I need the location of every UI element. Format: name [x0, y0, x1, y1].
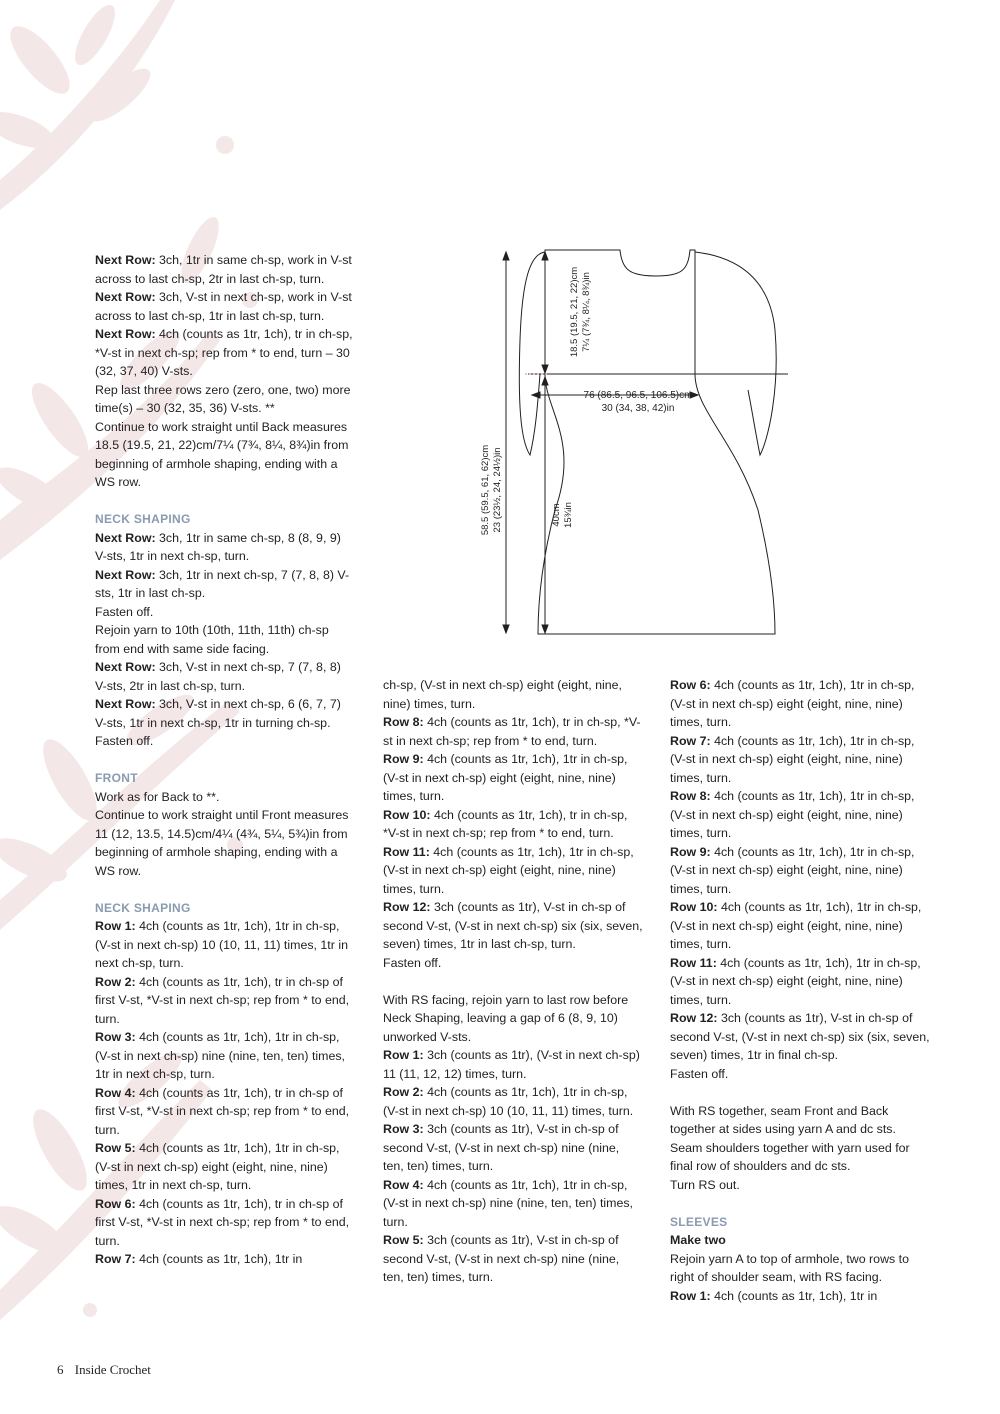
instruction-paragraph	[95, 658, 355, 695]
row-label: Row 1:	[670, 1288, 711, 1303]
row-label: Next Row:	[95, 530, 156, 545]
row-label: Next Row:	[95, 697, 156, 711]
armhole-in-label: 7¼ (7¾, 8¼, 8¾)in	[581, 272, 592, 352]
paragraph-spacer	[95, 492, 355, 511]
text-column-1	[95, 251, 355, 1269]
instruction-paragraph	[670, 1250, 930, 1287]
row-label: Row 10:	[383, 807, 431, 822]
instruction-text: 4ch (counts as 1tr, 1ch), tr in ch-sp of first V-st, *V-st in next ch-sp; rep from * to end, turn.	[95, 1196, 350, 1248]
section-heading: SLEEVES	[670, 1214, 728, 1229]
instruction-text: 3ch (counts as 1tr), V-st in ch-sp of second V-st, (V-st in next ch-sp) six (six, seven, seven) times, 1tr in final ch-sp.	[670, 1011, 930, 1062]
instruction-text: Rejoin yarn A to top of armhole, two rows to right of shoulder seam, with RS facing.	[670, 1251, 909, 1284]
instruction-text: 4ch (counts as 1tr, 1ch), 1tr in ch-sp, (V-st in next ch-sp) eight (eight, nine, nine) times, turn.	[383, 752, 628, 803]
instruction-paragraph	[670, 676, 930, 732]
instruction-paragraph	[670, 954, 930, 1010]
row-label: Row 3:	[95, 1030, 136, 1044]
instruction-paragraph	[95, 1195, 355, 1251]
row-label: Row 12:	[670, 1011, 718, 1025]
instruction-paragraph	[670, 898, 930, 954]
instruction-paragraph	[95, 917, 355, 973]
instruction-paragraph	[670, 787, 930, 843]
instruction-paragraph	[383, 1083, 643, 1120]
chest-in-label: 30 (34, 38, 42)in	[601, 403, 675, 414]
instruction-text: With RS together, seam Front and Back together at sides using yarn A and dc sts. Seam shoulders together with yarn used for final row of shoulders and dc sts.	[670, 1103, 910, 1173]
body-in-label: 15¾in	[563, 502, 574, 528]
instruction-text: 4ch (counts as 1tr, 1ch), tr in ch-sp, *V-st in next ch-sp; rep from * to end, turn.	[383, 807, 628, 840]
row-label: Next Row:	[95, 660, 156, 674]
paragraph-spacer	[670, 1194, 930, 1213]
instruction-text: 4ch (counts as 1tr, 1ch), tr in ch-sp of first V-st, *V-st in next ch-sp; rep from * to end, turn.	[95, 974, 350, 1026]
instruction-text: 4ch (counts as 1tr, 1ch), 1tr in	[135, 1252, 303, 1266]
paragraph-spacer	[670, 1083, 930, 1102]
instruction-text: 4ch (counts as 1tr, 1ch), tr in ch-sp, *V-st in next ch-sp; rep from * to end, turn.	[383, 715, 641, 748]
instruction-paragraph	[95, 418, 355, 492]
row-label: Row 12:	[383, 900, 431, 914]
row-label: Row 4:	[383, 1177, 424, 1192]
instruction-paragraph	[670, 1176, 930, 1195]
instruction-paragraph	[95, 621, 355, 658]
row-label: Row 8:	[670, 789, 711, 803]
row-label: Row 1:	[95, 919, 136, 933]
instruction-text: Turn RS out.	[670, 1177, 740, 1192]
sub-heading: Make two	[670, 1233, 726, 1247]
instruction-text: With RS facing, rejoin yarn to last row before Neck Shaping, leaving a gap of 6 (8, 9, 10) unworked V-sts.	[383, 992, 629, 1044]
instruction-text: 4ch (counts as 1tr, 1ch), 1tr in ch-sp, (V-st in next ch-sp) eight (eight, nine, nine) times, turn.	[670, 678, 915, 729]
instruction-text: Rejoin yarn to 10th (10th, 11th, 11th) ch-sp from end with same side facing.	[95, 623, 329, 656]
instruction-paragraph	[95, 1084, 355, 1140]
row-label: Row 11:	[670, 955, 717, 970]
instruction-text: 4ch (counts as 1tr, 1ch), 1tr in ch-sp, (V-st in next ch-sp) eight (eight, nine, nine) times, turn.	[670, 733, 915, 785]
instruction-text: Work as for Back to **.	[95, 789, 220, 804]
section-heading: NECK SHAPING	[95, 900, 191, 915]
instruction-text: Fasten off.	[95, 734, 154, 748]
instruction-paragraph	[95, 325, 355, 381]
instruction-text: 4ch (counts as 1tr, 1ch), 1tr in	[710, 1288, 878, 1303]
row-label: Row 11:	[383, 844, 430, 859]
instruction-paragraph	[95, 1139, 355, 1195]
row-label: Next Row:	[95, 290, 156, 304]
instruction-paragraph	[383, 843, 643, 899]
row-label: Row 1:	[383, 1048, 424, 1062]
row-label: Row 8:	[383, 715, 424, 729]
total-length-cm-label: 58.5 (59.5, 61, 62)cm	[480, 444, 491, 536]
text-column-2	[383, 676, 643, 1287]
row-label: Row 9:	[670, 844, 711, 859]
instruction-text: 4ch (counts as 1tr, 1ch), 1tr in ch-sp, (V-st in next ch-sp) 10 (10, 11, 11) times, turn.	[383, 1085, 634, 1118]
instruction-paragraph	[670, 1065, 930, 1084]
row-label: Row 6:	[670, 678, 711, 692]
row-label: Row 7:	[670, 733, 711, 748]
instruction-paragraph	[95, 381, 355, 418]
row-label: Row 4:	[95, 1085, 136, 1100]
paragraph-spacer	[95, 880, 355, 899]
body-cm-label: 40cm	[551, 503, 562, 527]
instruction-text: 3ch, 1tr in same ch-sp, 8 (8, 9, 9) V-sts, 1tr in next ch-sp, turn.	[95, 530, 341, 563]
instruction-text: 3ch, 1tr in same ch-sp, work in V-st across to last ch-sp, 2tr in last ch-sp, turn.	[95, 253, 352, 286]
instruction-paragraph	[383, 750, 643, 806]
instruction-paragraph	[383, 898, 643, 954]
row-label: Next Row:	[95, 327, 156, 341]
row-label: Row 10:	[670, 900, 718, 914]
instruction-paragraph	[383, 806, 643, 843]
page-number: 6	[57, 1362, 64, 1377]
instruction-paragraph	[383, 713, 643, 750]
instruction-paragraph	[383, 991, 643, 1047]
instruction-paragraph	[670, 1009, 930, 1065]
instruction-text: 3ch (counts as 1tr), (V-st in next ch-sp) 11 (11, 12, 12) times, turn.	[383, 1048, 640, 1081]
instruction-paragraph	[95, 1028, 355, 1084]
instruction-text: 4ch (counts as 1tr, 1ch), 1tr in ch-sp, (V-st in next ch-sp) eight (eight, nine, nine) times, turn.	[670, 955, 921, 1007]
instruction-text: 3ch, V-st in next ch-sp, 6 (6, 7, 7) V-sts, 1tr in next ch-sp, 1tr in turning ch-sp.	[95, 697, 341, 730]
instruction-paragraph	[383, 676, 643, 713]
instruction-text: 4ch (counts as 1tr, 1ch), 1tr in ch-sp, (V-st in next ch-sp) eight (eight, nine, nine) times, 1tr in next ch-sp, turn.	[95, 1141, 340, 1192]
instruction-text: 3ch (counts as 1tr), V-st in ch-sp of second V-st, (V-st in next ch-sp) nine (nine, ten, ten) times, turn.	[383, 1122, 620, 1173]
row-label: Row 7:	[95, 1252, 136, 1266]
instruction-paragraph	[383, 1120, 643, 1176]
instruction-paragraph	[95, 566, 355, 603]
instruction-paragraph	[95, 732, 355, 751]
right-sleeve-outline	[695, 252, 776, 455]
section-heading: NECK SHAPING	[95, 512, 191, 526]
instruction-text: 4ch (counts as 1tr, 1ch), 1tr in ch-sp, (V-st in next ch-sp) eight (eight, nine, nine) times, turn.	[670, 900, 922, 951]
instruction-text: 4ch (counts as 1tr, 1ch), tr in ch-sp of first V-st, *V-st in next ch-sp; rep from * to end, turn.	[95, 1085, 350, 1137]
instruction-paragraph	[670, 843, 930, 899]
chest-cm-label: 76 (86.5, 96.5, 106.5)cm	[583, 390, 693, 401]
instruction-paragraph	[670, 1287, 930, 1306]
instruction-text: 3ch (counts as 1tr), V-st in ch-sp of second V-st, (V-st in next ch-sp) six (six, seven, seven) times, 1tr in last ch-sp, turn.	[383, 900, 643, 951]
instruction-paragraph	[95, 603, 355, 622]
section-heading: FRONT	[95, 771, 138, 785]
instruction-text: 3ch, 1tr in next ch-sp, 7 (7, 8, 8) V-sts, 1tr in last ch-sp.	[95, 567, 350, 600]
instruction-paragraph	[383, 1231, 643, 1287]
instruction-paragraph	[95, 973, 355, 1029]
row-label: Row 6:	[95, 1196, 136, 1211]
instruction-text: Fasten off.	[383, 955, 442, 970]
instruction-paragraph	[95, 806, 355, 880]
instruction-text: Continue to work straight until Front measures 11 (12, 13.5, 14.5)cm/4¼ (4¾, 5¼, 5¾)in from beginning of armhole shaping, ending with a WS row.	[95, 808, 349, 878]
instruction-text: 4ch (counts as 1tr, 1ch), tr in ch-sp, *V-st in next ch-sp; rep from * to end, turn – 30 (32, 37, 40) V-sts.	[95, 327, 353, 378]
instruction-paragraph	[95, 529, 355, 566]
instruction-paragraph	[383, 1046, 643, 1083]
instruction-paragraph	[95, 288, 355, 325]
row-label: Row 9:	[383, 752, 424, 766]
row-label: Row 5:	[383, 1233, 424, 1247]
instruction-text: Fasten off.	[95, 604, 154, 619]
paragraph-spacer	[383, 972, 643, 991]
instruction-text: Fasten off.	[670, 1066, 729, 1081]
instruction-text: 4ch (counts as 1tr, 1ch), 1tr in ch-sp, (V-st in next ch-sp) nine (nine, ten, ten) times, turn.	[383, 1177, 633, 1229]
instruction-text: 4ch (counts as 1tr, 1ch), 1tr in ch-sp, (V-st in next ch-sp) nine (nine, ten, ten) times, 1tr in next ch-sp, turn.	[95, 1030, 345, 1081]
row-label: Row 2:	[95, 974, 136, 989]
instruction-paragraph	[670, 732, 930, 788]
armhole-cm-label: 18.5 (19.5, 21, 22)cm	[569, 266, 580, 358]
instruction-text: 4ch (counts as 1tr, 1ch), 1tr in ch-sp, (V-st in next ch-sp) eight (eight, nine, nine) times, turn.	[383, 844, 634, 896]
instruction-text: ch-sp, (V-st in next ch-sp) eight (eight, nine, nine) times, turn.	[383, 678, 622, 711]
instruction-paragraph	[95, 695, 355, 732]
garment-schematic	[470, 240, 800, 640]
page-footer	[57, 1362, 151, 1378]
instruction-text: 4ch (counts as 1tr, 1ch), 1tr in ch-sp, (V-st in next ch-sp) eight (eight, nine, nine) times, turn.	[670, 789, 915, 840]
instruction-text: 4ch (counts as 1tr, 1ch), 1tr in ch-sp, (V-st in next ch-sp) 10 (10, 11, 11) times, 1tr in next ch-sp, turn.	[95, 919, 348, 970]
row-label: Next Row:	[95, 567, 156, 582]
instruction-paragraph	[670, 1102, 930, 1176]
instruction-text: 3ch, V-st in next ch-sp, work in V-st across to last ch-sp, 1tr in last ch-sp, turn.	[95, 290, 352, 323]
instruction-text: Rep last three rows zero (zero, one, two) more time(s) – 30 (32, 35, 36) V-sts. **	[95, 382, 351, 415]
publication-title: Inside Crochet	[74, 1362, 151, 1377]
instruction-paragraph	[95, 251, 355, 288]
row-label: Row 5:	[95, 1141, 136, 1155]
row-label: Row 3:	[383, 1122, 424, 1136]
paragraph-spacer	[95, 751, 355, 770]
instruction-paragraph	[383, 1176, 643, 1232]
instruction-text: 3ch, V-st in next ch-sp, 7 (7, 8, 8) V-sts, 2tr in last ch-sp, turn.	[95, 660, 341, 693]
left-sleeve-outline	[519, 252, 545, 455]
instruction-paragraph	[95, 788, 355, 807]
row-label: Next Row:	[95, 253, 156, 267]
instruction-text: Continue to work straight until Back measures 18.5 (19.5, 21, 22)cm/7¼ (7¾, 8¼, 8¾)in from beginning of armhole shaping, ending with a WS row.	[95, 419, 349, 489]
instruction-text: 4ch (counts as 1tr, 1ch), 1tr in ch-sp, (V-st in next ch-sp) eight (eight, nine, nine) times, turn.	[670, 844, 915, 896]
row-label: Row 2:	[383, 1085, 424, 1099]
text-column-3	[670, 676, 930, 1305]
total-length-in-label: 23 (23½, 24, 24½)in	[492, 447, 503, 533]
instruction-text: 3ch (counts as 1tr), V-st in ch-sp of second V-st, (V-st in next ch-sp) nine (nine, ten, ten) times, turn.	[383, 1233, 620, 1284]
instruction-paragraph	[383, 954, 643, 973]
instruction-paragraph	[95, 1250, 355, 1269]
